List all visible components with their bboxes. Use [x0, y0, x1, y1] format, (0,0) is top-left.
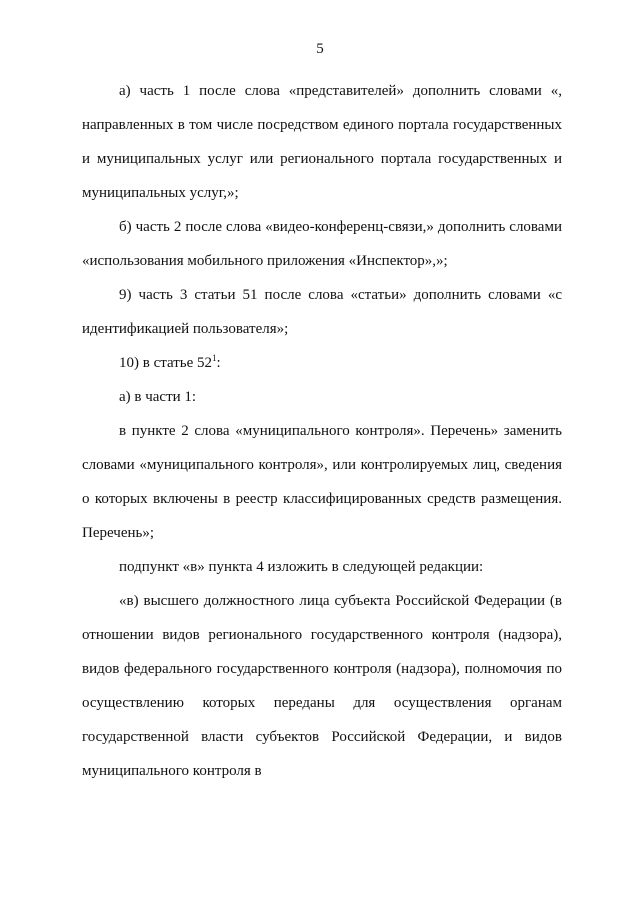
item-10-text: 10) в статье 52 [119, 355, 213, 371]
paragraph-subpoint-v-text: «в) высшего должностного лица субъекта Российской Федерации (в отношении видов регионального государственного контроля (надзора), видов федерального государственного контроля (надзора), полномочия по осуществлению которых переданы для осуществления органам государственной власти субъектов Российской Федерации, и видов муниципального контроля в [82, 593, 562, 779]
paragraph-item-9: 9) часть 3 статьи 51 после слова «статьи» дополнить словами «с идентификацией пользователя»; [82, 287, 562, 337]
item-10-superscript: 1 [212, 353, 217, 363]
page-number: 5 [316, 41, 324, 57]
paragraph-part-2: б) часть 2 после слова «видео-конференц-связи,» дополнить словами «использования мобильного приложения «Инспектор»,»; [82, 219, 562, 269]
paragraph-part-1: а) часть 1 после слова «представителей» дополнить словами «, направленных в том числе посредством единого портала государственных и муниципальных услуг или регионального портала государственных и муниципальных услуг,»; [82, 83, 562, 201]
paragraph-part-1-intro: а) в части 1: [119, 389, 197, 405]
document-body [82, 74, 562, 788]
paragraph-point-2: в пункте 2 слова «муниципального контроля». Перечень» заменить словами «муниципального контроля», или контролируемых лиц, сведения о которых включены в реестр классифицированных средств размещения. Перечень»; [82, 423, 562, 541]
paragraph-item-10 [82, 346, 562, 380]
item-10-colon: : [216, 355, 221, 371]
paragraph-subpoint-v: подпункт «в» пункта 4 изложить в следующей редакции: [119, 559, 484, 575]
